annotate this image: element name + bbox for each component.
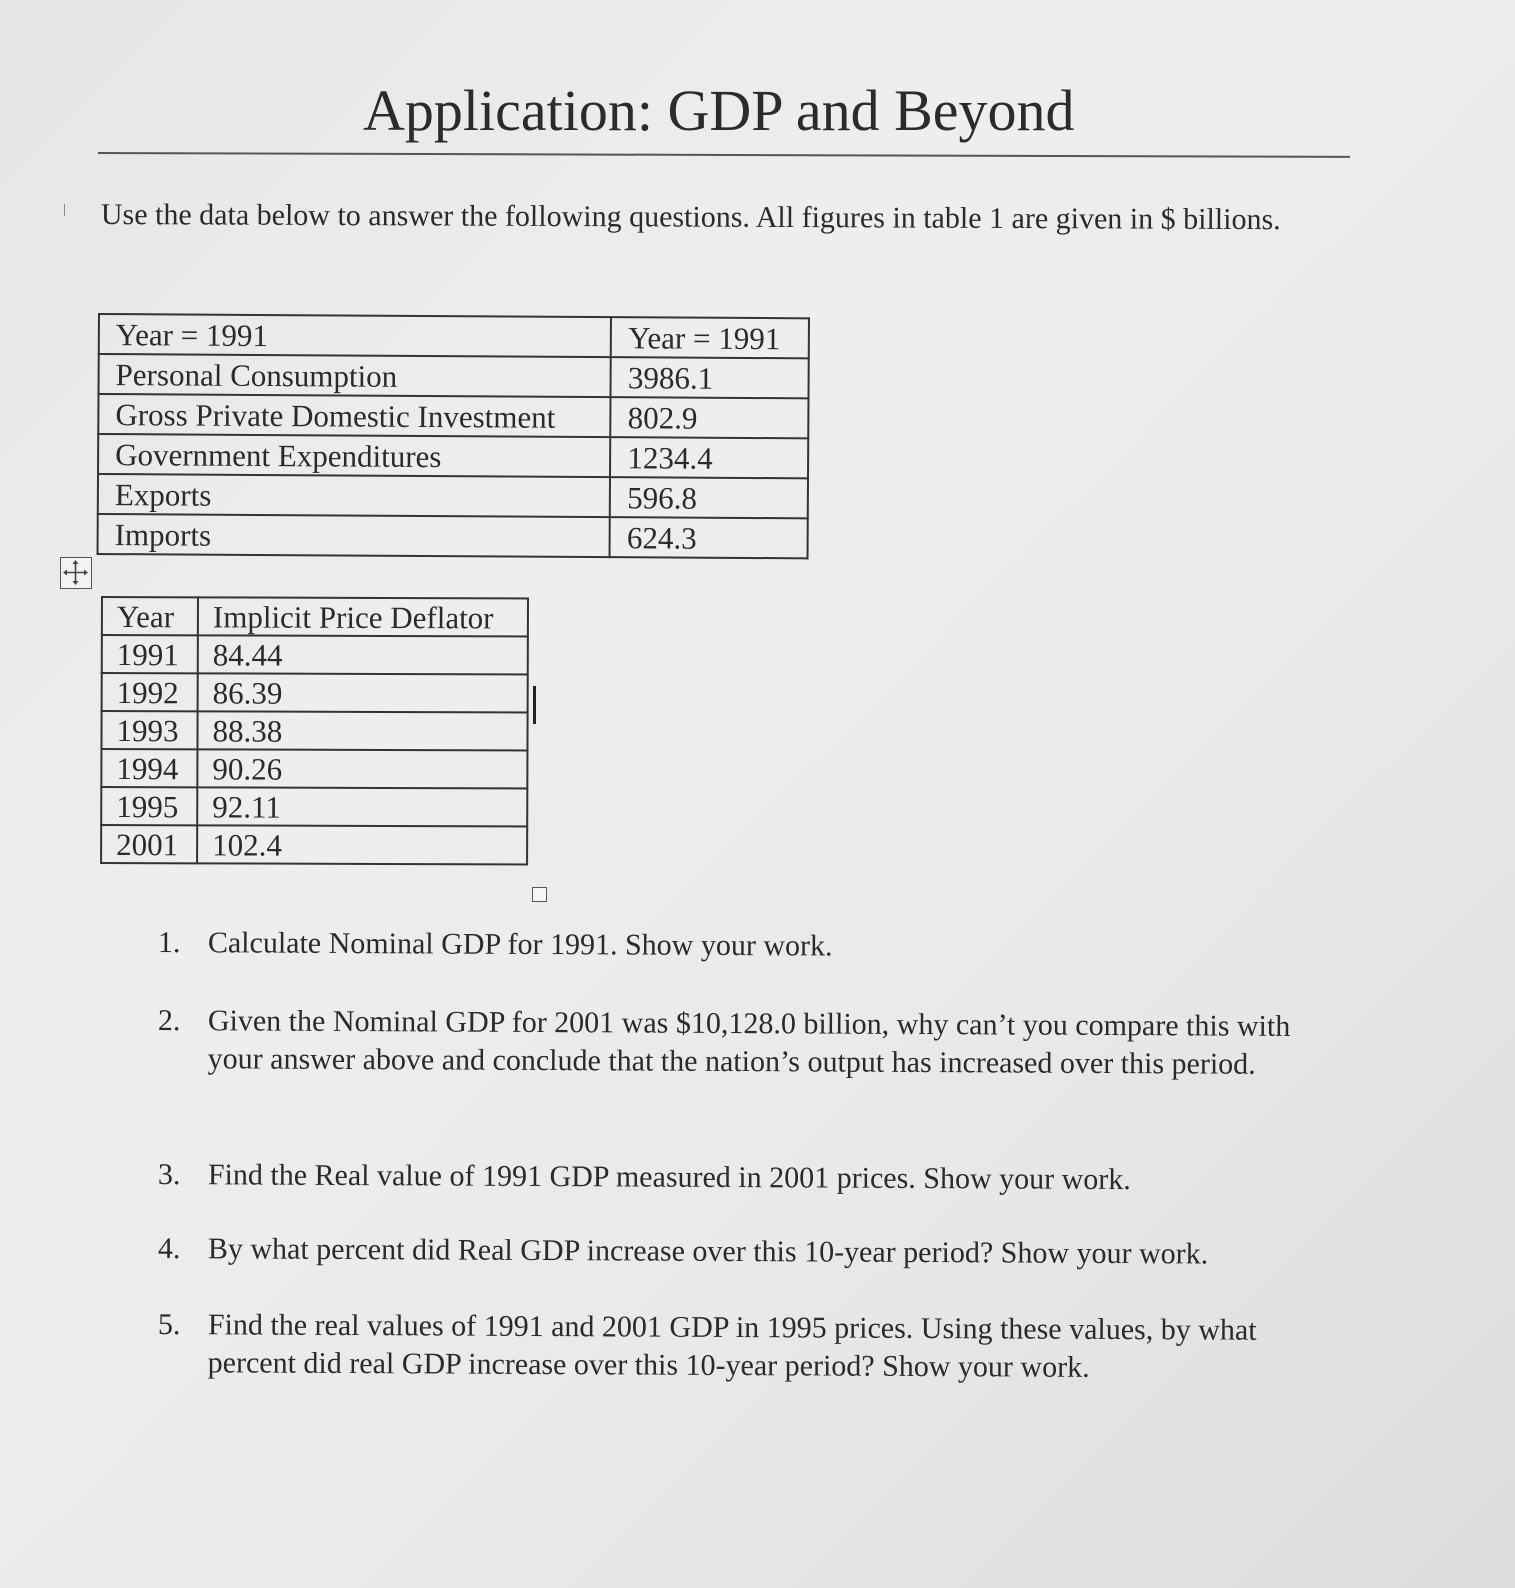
question-text: Calculate Nominal GDP for 1991. Show your work.: [207, 926, 833, 963]
question-text: By what percent did Real GDP increase over this 10-year period? Show your work.: [207, 1232, 1209, 1271]
table-row: [102, 635, 528, 674]
table-row: [99, 354, 809, 398]
table-cell[interactable]: Exports: [98, 474, 611, 517]
table-cell[interactable]: 802.9: [611, 397, 809, 438]
table-row: [98, 434, 808, 478]
table-row: [99, 314, 809, 358]
table-cell[interactable]: 1993: [101, 711, 197, 749]
table-row: [101, 711, 527, 750]
table-row: [101, 749, 527, 788]
table-cell[interactable]: 90.26: [197, 749, 527, 788]
question-text: Find the Real value of 1991 GDP measured in 2001 prices. Show your work.: [207, 1158, 1131, 1197]
table-cell[interactable]: 596.8: [610, 477, 808, 518]
table-row: [102, 597, 528, 636]
move-icon[interactable]: [60, 557, 92, 589]
move-icon-glyph: [61, 558, 90, 587]
intro-paragraph: Use the data below to answer the following questions. All figures in table 1 are given in $ billions.: [100, 197, 1281, 237]
table-row: [98, 394, 808, 438]
question-number: 1.: [157, 926, 181, 960]
question-text: Given the Nominal GDP for 2001 was $10,128.0 billion, why can’t you compare this with your answer above and conclude that the nation’s output has increased over this period.: [207, 1004, 1291, 1081]
page-title: Application: GDP and Beyond: [363, 78, 1075, 143]
table-cell[interactable]: Gross Private Domestic Investment: [98, 394, 611, 437]
table-cell[interactable]: 1994: [101, 749, 197, 787]
question-number: 5.: [157, 1308, 181, 1342]
gdp-components-table: [97, 313, 810, 559]
table-cell[interactable]: 88.38: [197, 711, 527, 750]
question-text: Find the real values of 1991 and 2001 GDP in 1995 prices. Using these values, by what percent did real GDP increase over this 10-year period? Show your work.: [207, 1308, 1257, 1384]
table-cell[interactable]: 3986.1: [611, 357, 809, 398]
price-deflator-table: [100, 596, 529, 865]
text-cursor: [533, 686, 536, 724]
table-cell[interactable]: 1991: [102, 635, 198, 673]
table-row: [102, 673, 528, 712]
paragraph-mark: [64, 204, 69, 216]
table-cell[interactable]: 102.4: [197, 825, 527, 864]
table-row: [101, 787, 527, 826]
table-cell[interactable]: 86.39: [198, 673, 528, 712]
table-cell[interactable]: 1234.4: [610, 437, 808, 478]
table-cell[interactable]: 2001: [101, 825, 197, 863]
table-cell[interactable]: Government Expenditures: [98, 434, 611, 477]
question-number: 3.: [157, 1158, 181, 1192]
table-cell[interactable]: 1992: [102, 673, 198, 711]
table-row: [101, 825, 527, 864]
table-row: [98, 474, 808, 518]
table-cell[interactable]: 624.3: [610, 517, 808, 558]
table-cell[interactable]: Personal Consumption: [99, 354, 612, 397]
table-cell[interactable]: Implicit Price Deflator: [198, 597, 528, 636]
table-cell[interactable]: 92.11: [197, 787, 527, 826]
table-cell[interactable]: Year = 1991: [611, 317, 809, 358]
table-row: [98, 514, 808, 558]
table-cell[interactable]: Year: [102, 597, 198, 635]
table-cell[interactable]: Year = 1991: [99, 314, 612, 357]
question-number: 4.: [157, 1232, 181, 1266]
table-cell[interactable]: 1995: [101, 787, 197, 825]
resize-handle-icon[interactable]: [532, 887, 547, 902]
question-number: 2.: [157, 1004, 181, 1038]
title-underline: [98, 152, 1350, 158]
table-cell[interactable]: Imports: [98, 514, 611, 557]
table-cell[interactable]: 84.44: [198, 635, 528, 674]
